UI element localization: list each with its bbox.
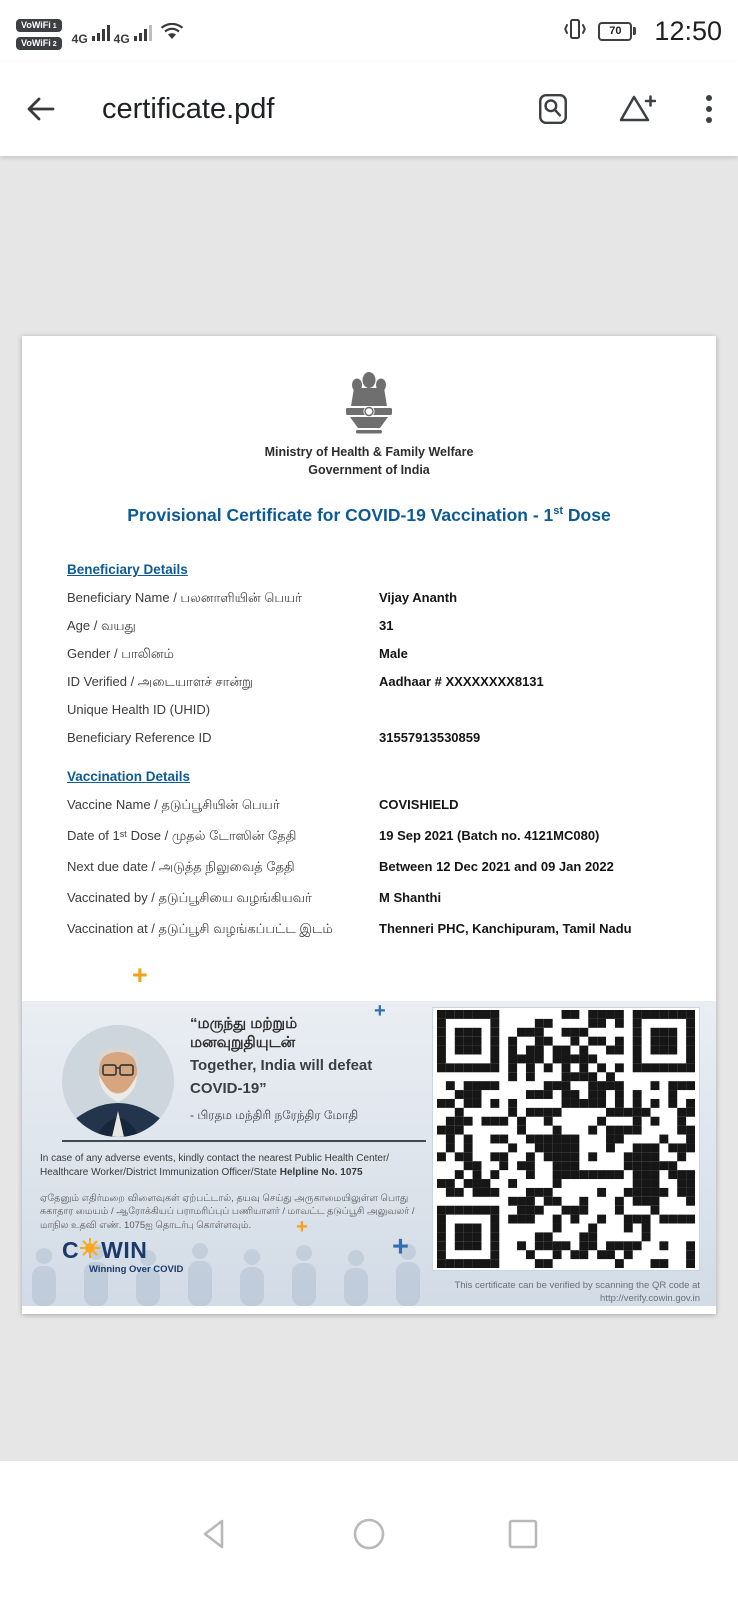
nav-back-button[interactable] [197, 1516, 233, 1552]
detail-row [67, 730, 671, 749]
vaccination-rows [67, 797, 671, 940]
ministry-line1: Ministry of Health & Family Welfare [264, 445, 474, 459]
pm-quote [190, 1015, 448, 1124]
detail-row [67, 674, 671, 693]
wifi-icon [160, 23, 184, 46]
beneficiary-rows [67, 590, 671, 749]
field-label: ID Verified / அடையாளச் சான்று [67, 674, 253, 689]
status-right [562, 16, 722, 47]
vowifi-badge-2 [16, 37, 62, 50]
pdf-page [22, 336, 716, 1314]
field-value: 31 [379, 618, 394, 633]
detail-row [67, 590, 671, 609]
decorative-plus-icon: + [392, 1231, 409, 1263]
beneficiary-details-heading: Beneficiary Details [67, 562, 188, 577]
vibrate-icon [562, 16, 588, 47]
field-label: Beneficiary Name / பலனாளியின் பெயர் [67, 590, 302, 605]
network-type-label: 4G [113, 31, 130, 46]
vowifi-sim-number: 1 [52, 22, 57, 30]
field-value: 31557913530859 [379, 730, 481, 745]
status-left [16, 13, 184, 50]
find-in-page-button[interactable] [536, 92, 570, 126]
certificate-body [22, 562, 716, 940]
cowin-tagline: Winning Over COVID [89, 1264, 184, 1275]
field-value: Thenneri PHC, Kanchipuram, Tamil Nadu [379, 921, 632, 936]
verify-line1: This certificate can be verified by scanning the QR code at [454, 1280, 700, 1291]
quote-divider [62, 1140, 426, 1142]
detail-row [67, 921, 671, 940]
field-label: Next due date / அடுத்த நிலுவைத் தேதி [67, 859, 295, 874]
detail-row [67, 702, 671, 721]
quote-line: “மருந்து மற்றும் [190, 1015, 298, 1032]
field-value: M Shanthi [379, 890, 442, 905]
qr-code [432, 1007, 700, 1271]
back-arrow-icon[interactable] [24, 92, 58, 126]
pm-modi-photo [62, 1025, 174, 1142]
clock-text: 12:50 [654, 15, 722, 46]
field-value: Male [379, 646, 408, 661]
verify-url: http://verify.cowin.gov.in [600, 1293, 700, 1305]
document-title: certificate.pdf [102, 92, 275, 125]
advisory-text-english: In case of any adverse events, kindly contact the nearest Public Health Center/ Healthcare Worker/District Immunization Officer/State Helpline No. 1075 [40, 1153, 390, 1178]
pdf-viewer-canvas[interactable] [0, 156, 738, 1461]
network-cluster [72, 23, 184, 46]
nav-home-button[interactable] [351, 1516, 387, 1552]
field-label: Unique Health ID (UHID) [67, 702, 211, 717]
field-label: Vaccinated by / தடுப்பூசியை வழங்கியவர் [67, 890, 312, 905]
overflow-menu-button[interactable] [704, 92, 714, 126]
detail-row [67, 646, 671, 665]
network-type-label: 4G [71, 31, 88, 46]
field-label: Gender / பாலினம் [67, 646, 174, 661]
field-label: Beneficiary Reference ID [67, 730, 212, 745]
battery-icon [598, 22, 632, 41]
ministry-text [22, 444, 716, 479]
field-label: Date of 1ˢᵗ Dose / முதல் டோஸின் தேதி [67, 828, 297, 843]
decorative-plus-icon: + [132, 960, 148, 990]
vaccination-details-heading: Vaccination Details [67, 769, 191, 784]
add-to-drive-button[interactable] [618, 92, 656, 126]
detail-row [67, 828, 671, 847]
detail-row [67, 797, 671, 816]
quote-attribution: - பிரதம மந்திரி நரேந்திர மோதி [190, 1108, 359, 1122]
india-emblem-icon [22, 336, 716, 439]
field-label: Age / வயது [67, 618, 136, 633]
quote-line: Together, India will defeat [190, 1056, 373, 1074]
android-nav-bar [0, 1467, 738, 1600]
app-bar [0, 62, 738, 156]
field-value: 19 Sep 2021 (Batch no. 4121MC080) [379, 828, 600, 843]
decorative-plus-icon: + [374, 1000, 386, 1022]
vowifi-label: VoWiFi [21, 19, 51, 30]
status-bar [0, 0, 738, 62]
certificate-title: Provisional Certificate for COVID-19 Vaccination - 1st Dose [127, 505, 611, 525]
footer-banner [22, 1001, 716, 1306]
detail-row [67, 859, 671, 878]
field-label: Vaccine Name / தடுப்பூசியின் பெயர் [67, 797, 280, 812]
vowifi-label: VoWiFi [21, 37, 51, 48]
field-value: COVISHIELD [379, 797, 459, 812]
advisory-text-tamil: ஏதேனும் எதிர்மறை விளைவுகள் ஏற்பட்டால், தயவு செய்து அருகாமையிலுள்ள பொது சுகாதார மையம் / ஆரோக்கியப் பராமரிப்புப் பணியாளர் / மாவட்ட தடுப்பூசி அலுவலர் / மாநில உதவி எண். 1075ஐ தொடர்பு கொள்ளவும். [40, 1193, 415, 1231]
ministry-line2: Government of India [308, 462, 430, 477]
vowifi-sim-number: 2 [52, 40, 57, 48]
signal-bars-icon [134, 25, 152, 46]
quote-line: மனவுறுதியுடன் [190, 1033, 296, 1051]
signal-bars-icon [92, 25, 110, 46]
field-value: Between 12 Dec 2021 and 09 Jan 2022 [379, 859, 614, 874]
battery-percent: 70 [609, 25, 622, 37]
field-label: Vaccination at / தடுப்பூசி வழங்கப்பட்ட இடம் [67, 921, 333, 936]
cowin-sun-icon [80, 1238, 100, 1262]
decorative-plus-icon: + [296, 1216, 308, 1238]
cowin-logo: C WIN Winning Over COVID [62, 1236, 184, 1275]
vowifi-badge-1 [16, 19, 62, 32]
verify-text [418, 1279, 700, 1306]
vowifi-badges [16, 13, 62, 50]
quote-line: COVID-19” [190, 1079, 267, 1097]
field-value: Aadhaar # XXXXXXXX8131 [379, 674, 544, 689]
nav-recents-button[interactable] [505, 1516, 541, 1552]
app-bar-actions [536, 92, 714, 126]
detail-row [67, 890, 671, 909]
detail-row [67, 618, 671, 637]
field-value: Vijay Ananth [379, 590, 458, 605]
